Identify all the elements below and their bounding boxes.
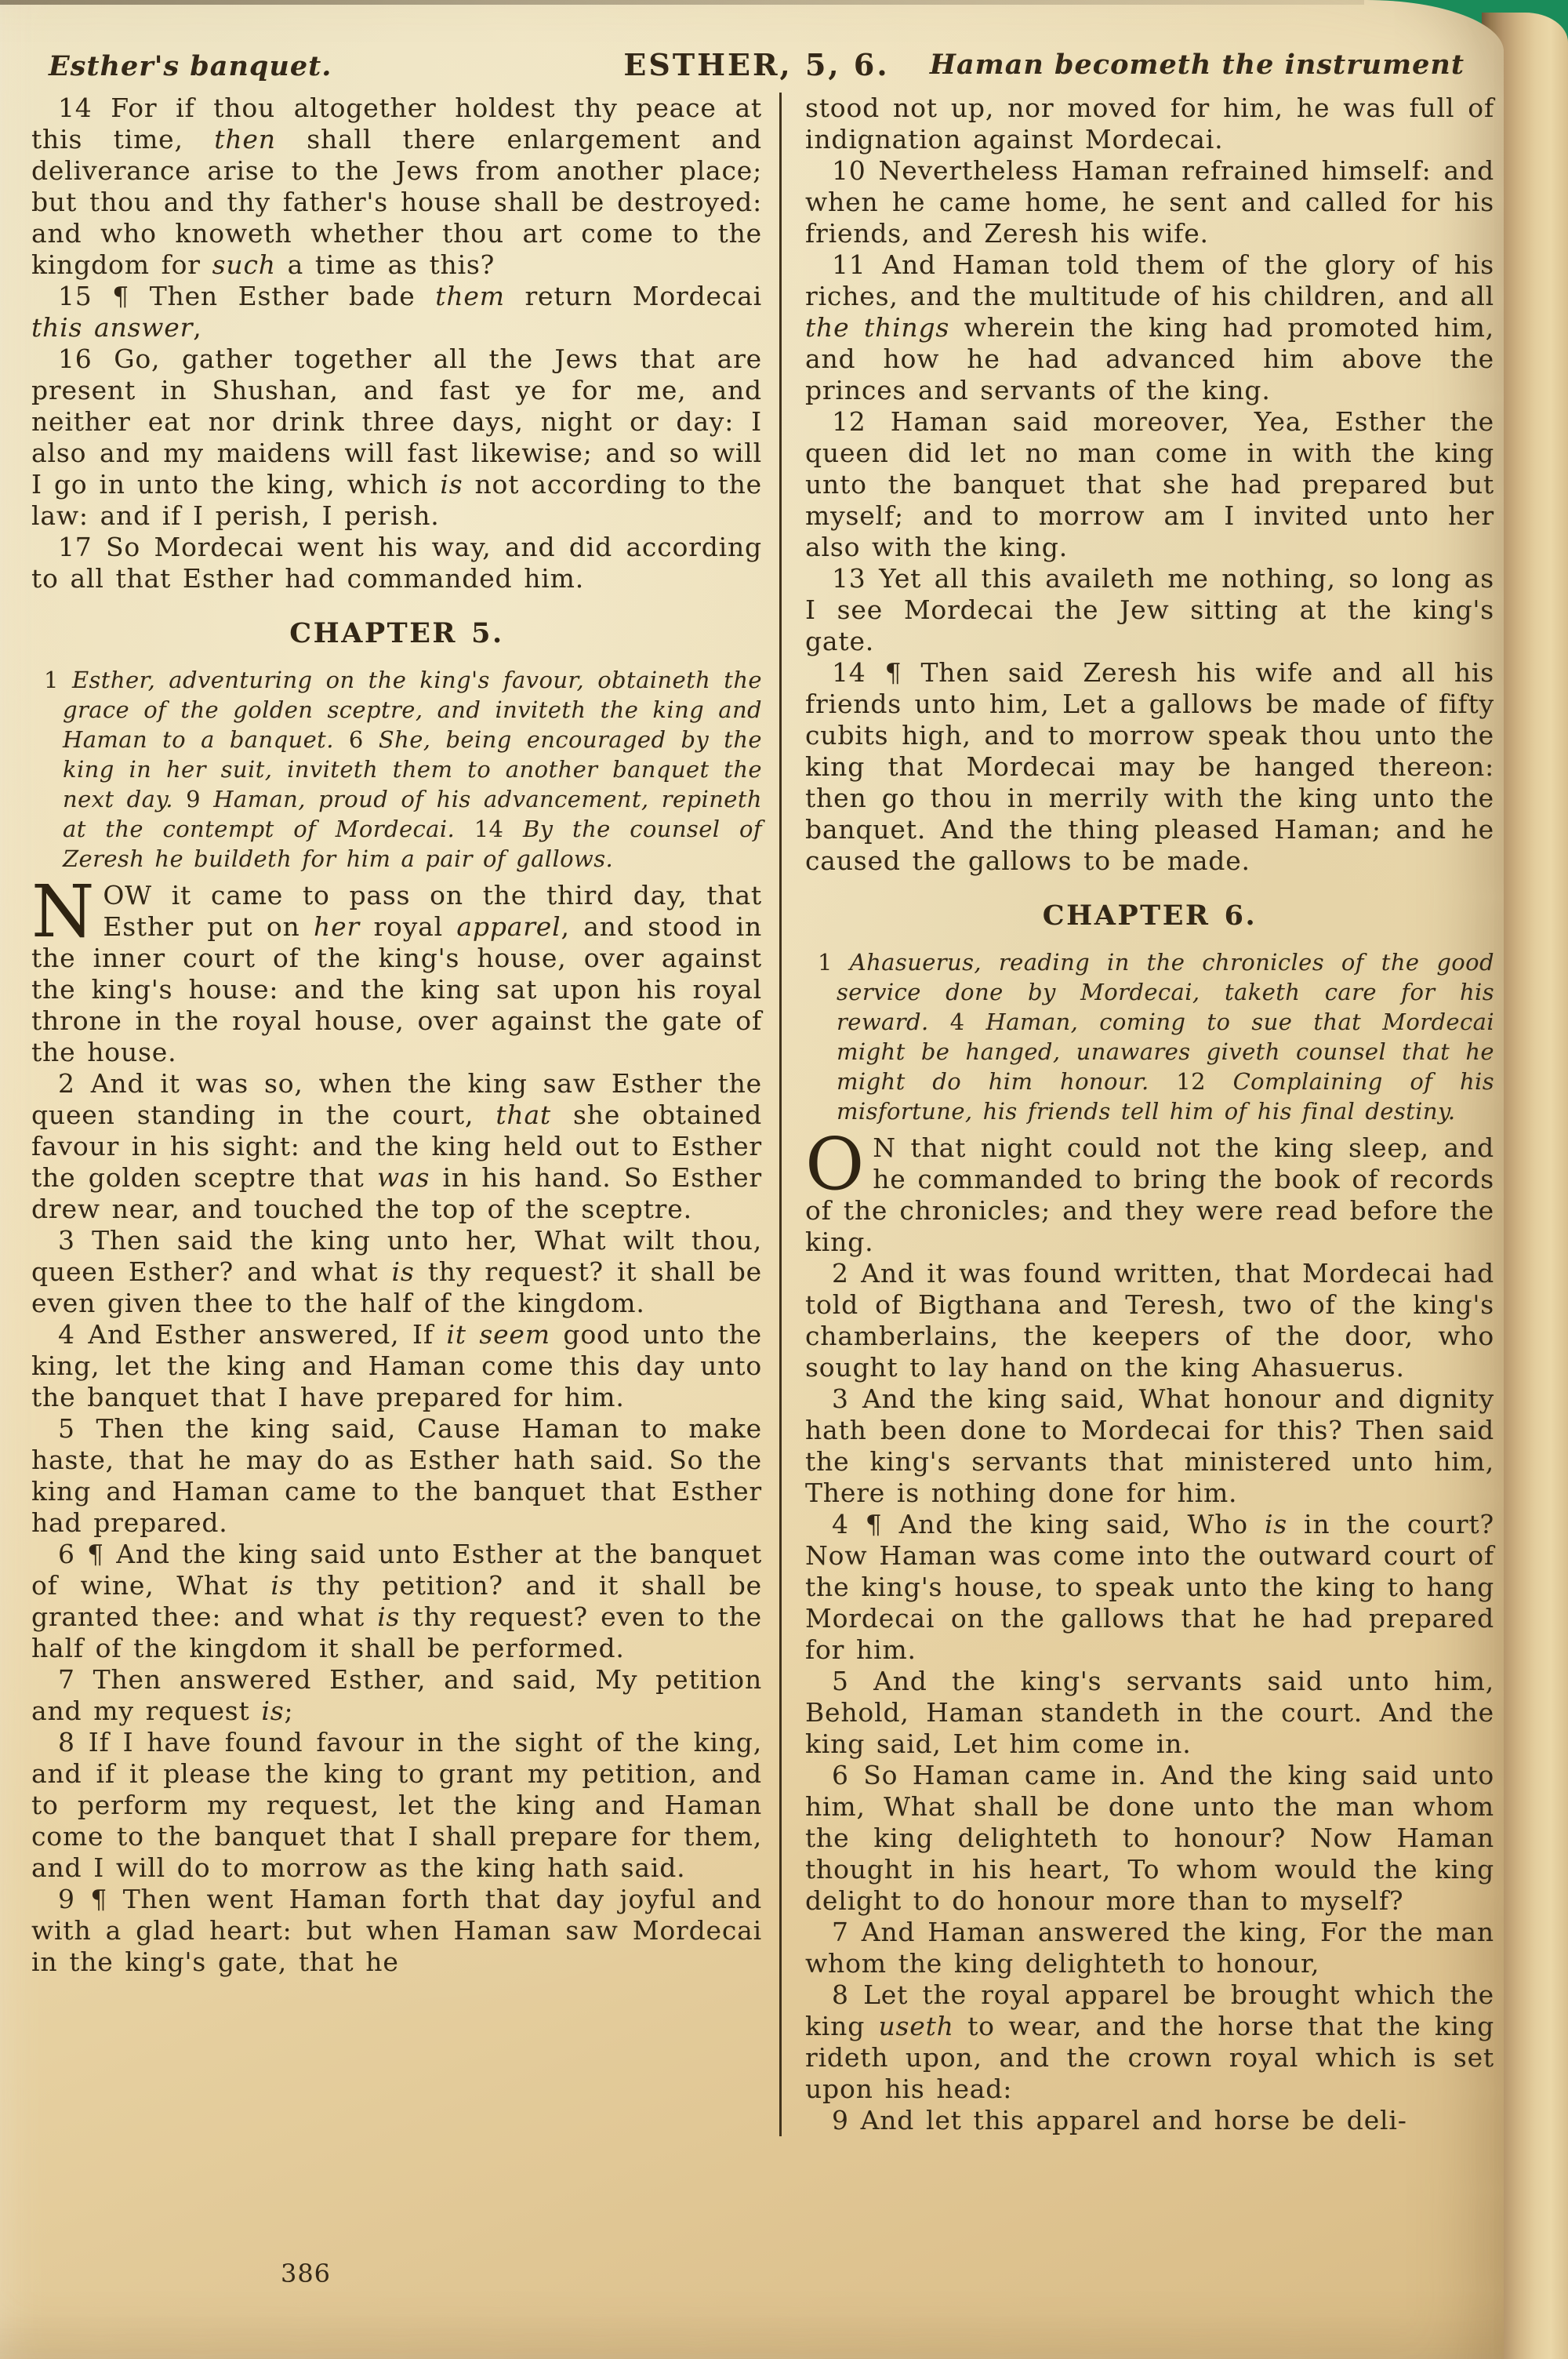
verse-5-1-text: OW it came to pass on the third day, that Esther put on her royal apparel, and stood in the inner court of the king's house, over against the king's house: and the king sat upon his royal throne in the royal house, over against the gate of the house. <box>31 880 763 1067</box>
verse-6-6: 6 So Haman came in. And the king said unto him, What shall be done unto the man whom the king delighteth to honour? Now Haman thought in his heart, To whom would the king delight to do honour more than to myself? <box>805 1760 1494 1916</box>
verse-6-2: 2 And it was found written, that Mordecai had told of Bigthana and Teresh, two of the king's chamberlains, the keepers of the door, who sought to lay hand on the king Ahasuerus. <box>805 1258 1494 1383</box>
text-columns <box>31 93 1494 2136</box>
verse-6-8: 8 Let the royal apparel be brought which the king useth to wear, and the horse that the king rideth upon, and the crown royal which is set upon his head: <box>805 1979 1494 2104</box>
verse-5-6: 6 ¶ And the king said unto Esther at the banquet of wine, What is thy petition? and it shall be granted thee: and what is thy request? even to the half of the kingdom it shall be performed. <box>31 1539 762 1663</box>
chapter-5-summary: 1 Esther, adventuring on the king's favour, obtaineth the grace of the golden sceptre, and inviteth the king and Haman to a banquet. 6 She, being encouraged by the king in her suit, inviteth them to another banquet the next day. 9 Haman, proud of his advancement, repineth at the contempt of Mordecai. 14 By the counsel of Zeresh he buildeth for him a pair of gallows. <box>44 667 762 872</box>
verse-6-1 <box>805 1122 1494 1258</box>
verse-5-12: 12 Haman said moreover, Yea, Esther the queen did let no man come in with the king unto the banquet that she had prepared but myself; and to morrow am I invited unto her also with the king. <box>805 406 1494 562</box>
verse-6-1-text: N that night could not the king sleep, and he commanded to bring the book of records of the chronicles; and they were read before the king. <box>805 1132 1494 1257</box>
verse-5-5: 5 Then the king said, Cause Haman to make haste, that he may do as Esther hath said. So the king and Haman came to the banquet that Esther had prepared. <box>31 1413 762 1538</box>
verse-5-2: 2 And it was so, when the king saw Esther the queen standing in the court, that she obtained favour in his sight: and the king held out to Esther the golden sceptre that was in his hand. So Esther drew near, and touched the top of the sceptre. <box>31 1068 762 1224</box>
verse-5-7: 7 Then answered Esther, and said, My petition and my request is; <box>31 1664 762 1726</box>
chapter-5-heading: CHAPTER 5. <box>289 617 504 649</box>
dropcap-o: O <box>805 1122 866 1206</box>
running-head-center: ESTHER, 5, 6. <box>623 47 890 82</box>
running-head-right: Haman becometh the instrument <box>929 49 1465 81</box>
verse-5-14: 14 ¶ Then said Zeresh his wife and all his friends unto him, Let a gallows be made of fifty cubits high, and to morrow speak thou unto the king that Mordecai may be hanged thereon: then go thou in merrily with the king unto the banquet. And the thing pleased Haman; and he caused the gallows to be made. <box>805 657 1494 876</box>
verse-5-10: 10 Nevertheless Haman refrained himself: and when he came home, he sent and called for his friends, and Zeresh his wife. <box>805 155 1494 249</box>
right-column <box>805 93 1494 2136</box>
verse-5-1 <box>31 870 763 1068</box>
verse-6-5: 5 And the king's servants said unto him, Behold, Haman standeth in the court. And the king said, Let him come in. <box>805 1666 1494 1759</box>
verse-6-7: 7 And Haman answered the king, For the man whom the king delighteth to honour, <box>805 1917 1494 1979</box>
verse-6-9: 9 And let this apparel and horse be deli- <box>832 2105 1407 2135</box>
verse-6-4: 4 ¶ And the king said, Who is in the court? Now Haman was come into the outward court of the king's house, to speak unto the king to hang Mordecai on the gallows that he had prepared for him. <box>805 1509 1494 1665</box>
running-head-left: Esther's banquet. <box>49 50 332 82</box>
dropcap-n: N <box>31 870 96 954</box>
verse-4-17: 17 So Mordecai went his way, and did according to all that Esther had commanded him. <box>31 532 762 594</box>
chapter-6-summary: 1 Ahasuerus, reading in the chronicles of the good service done by Mordecai, taketh care for his reward. 4 Haman, coming to sue that Mordecai might be hanged, unawares giveth counsel that he might do him honour. 12 Complaining of his misfortune, his friends tell him of his final destiny. <box>818 949 1495 1125</box>
left-column <box>31 93 762 2136</box>
verse-5-4: 4 And Esther answered, If it seem good unto the king, let the king and Haman come this day unto the banquet that I have prepared for him. <box>31 1319 762 1412</box>
verse-5-9: 9 ¶ Then went Haman forth that day joyful and with a glad heart: but when Haman saw Mordecai in the king's gate, that he <box>31 1884 762 1977</box>
verse-4-15: 15 ¶ Then Esther bade them return Mordecai this answer, <box>31 281 762 343</box>
chapter-6-heading: CHAPTER 6. <box>1042 900 1258 932</box>
verse-5-13: 13 Yet all this availeth me nothing, so long as I see Mordecai the Jew sitting at the king's gate. <box>805 563 1494 656</box>
verse-6-3: 3 And the king said, What honour and dignity hath been done to Mordecai for this? Then said the king's servants that ministered unto him, There is nothing done for him. <box>805 1383 1494 1508</box>
page-number: 386 <box>280 2259 332 2288</box>
verse-4-14: 14 For if thou altogether holdest thy peace at this time, then shall there enlargement and deliverance arise to the Jews from another place; but thou and thy father's house shall be destroyed: and who knoweth whether thou art come to the kingdom for such a time as this? <box>31 93 762 280</box>
running-head <box>49 47 1465 86</box>
verse-4-16: 16 Go, gather together all the Jews that are present in Shushan, and fast ye for me, and neither eat nor drink three days, night or day: I also and my maidens will fast likewise; and so will I go in unto the king, which is not according to the law: and if I perish, I perish. <box>31 343 762 531</box>
verse-5-8: 8 If I have found favour in the sight of the king, and if it please the king to grant my petition, and to perform my request, let the king and Haman come to the banquet that I shall prepare for them, and I will do to morrow as the king hath said. <box>31 1727 762 1883</box>
verse-5-11: 11 And Haman told them of the glory of his riches, and the multitude of his children, and all the things wherein the king had promoted him, and how he had advanced him above the princes and servants of the king. <box>805 249 1494 405</box>
column-divider-rule <box>779 93 782 2136</box>
verse-5-9-continuation: stood not up, nor moved for him, he was full of indignation against Mordecai. <box>805 93 1494 154</box>
verse-5-3: 3 Then said the king unto her, What wilt thou, queen Esther? and what is thy request? it shall be even given thee to the half of the kingdom. <box>31 1225 762 1318</box>
